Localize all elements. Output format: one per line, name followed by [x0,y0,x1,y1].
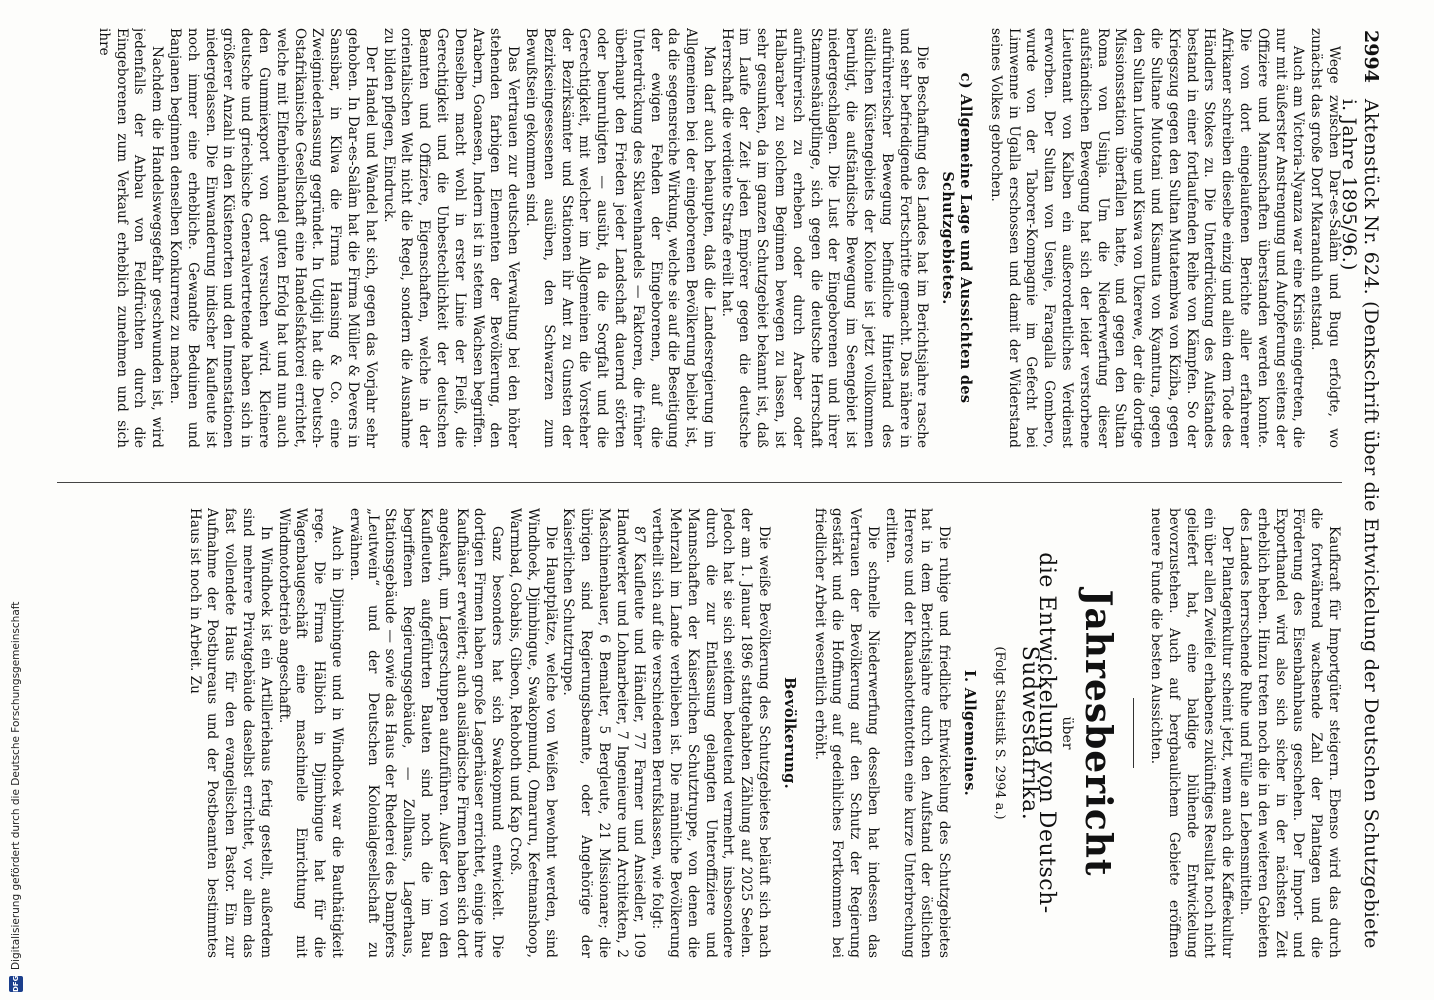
digitization-footer [0,0,24,1000]
paragraph: Kaufkraft für Importgüter steigern. Ebenso wird das durch die fortwährend wachsende Zahl der Plantagen und die Förderung des Eisenbahnbaus geschehen. Der Import- und Exporthandel wird also sich sicher in der nächsten Zeit erheblich heben. Hinzu treten noch die in den weiteren Gebieten des Landes herrschende Ruhe und Fülle an Lebensmitteln. [1237,508,1342,958]
paragraph: Auch am Victoria-Nyanza war eine Krisis eingetreten, die nur mit äußerster Anstrengung und Aufopferung seitens der Offiziere und Mannschaften überstanden werden konnte. Die von dort eingelaufenen Berichte aller erfahrener Afrikaner schreiben dieselbe einzig und allein dem Tode des Händlers Stokes zu. Die Unterdrückung des Aufstandes bestand in einer fortlaufenden Reihe von Kämpfen. So der Kriegszug gegen den Sultan Mutatembwa von Kiziba, gegen die Sultane Mutotani und Kisamuta von Kyamtura, gegen den Sultan Lutonge und Kiswa von Ukerewe, der die dortige Missionsstation überfallen hatte, und gegen den Sultan Roma von Usinja. Um die Niederwerfung dieser aufständischen Bewegung hat sich der leider verstorbene Lieutenant von Kalben ein außerordentliches Verdienst erworben. Der Sultan von Usenje, Faragalla Gombero, wurde von der Taborer-Kompagnie im Gefecht bei Limwenne in Ugalla erschossen und damit der Widerstand seines Volkes gebrochen. [987,28,1307,448]
section-heading: c) Allgemeine Lage und Aussichten des Schutzgebietes. [939,72,975,404]
paragraph: Nachdem die Handelswegsgefahr geschwunden ist, wird jedenfalls der Anbau von Feldfrüchten durch die Eingeborenen zum Verkauf erheblich zunehmen und sich ihre [95,28,166,448]
separator-rule [1133,698,1134,768]
page-header [1338,30,1382,960]
paragraph: Ganz besonders hat sich Swakopmund entwickelt. Die dortigen Firmen haben große Lagerhäuser errichtet, einige ihre Kaufhäuser erweitert; auch ausländische Firmen haben sich dort angekauft, um Lagerschuppen aufzuführen. Außer den von den Kaufleuten aufgeführten Bauten sind noch die im Bau begriffenen Regierungsgebäude, — Zollhaus, Lagerhaus, Stationsgebäude — sowie das Haus der Rhederei des Dampfers „Leutwein“ und der Deutschen Kolonialgesellschaft zu erwähnen. [346,508,506,958]
page-number: 2994 [1360,30,1382,83]
section-heading: Bevölkerung. [780,677,798,789]
paragraph: Der Plantagenkultur scheint jetzt, wenn auch die Kaffeekultur ein über allen Zweifel erhabenes zukünftiges Resultat noch nicht geliefert hat, eine baldige blühende Entwickelung bevorzustehen. Auch auf bergbaulichem Gebiete eröffnen neuere Funde die besten Aussichten. [1148,508,1236,958]
paragraph: Die ruhige und friedliche Entwickelung des Schutzgebietes hat in dem Berichtsjahre durch den Aufstand der östlichen Hereros und der Khauashottentotten eine kurze Unterbrechung erlitten. [882,508,953,958]
paragraph: Der Handel und Wandel hat sich, gegen das Vorjahr sehr gehoben. In Dar-es-Salâm hat die Firma Müller & Devers in Sansibar, in Kilwa die Firma Hansing & Co. eine Zweigniederlassung gegründet. In Udjidji hat die Deutsch-Ostafrikanische Gesellschaft eine Handelsfaktorei errichtet, welche mit Elfenbeinhandel guten Erfolg hat und nun auch den Gummiexport von dort versuchen wird. Kleinere deutsche und griechische Generalvertretende haben sich in größerer Anzahl in den Küstenorten und den Innenstationen niedergelassen. Die Einwanderung indischer Kaufleute ist noch immer eine erhebliche. Gewandte Beduinen und Banjanen beginnen denselben Konkurrenz zu machen. [167,28,379,448]
paragraph: Die schnelle Niederwerfung desselben hat indessen das Vertrauen der Bevölkerung auf den Schutz der Regierung gestärkt und die Hoffnung auf gedeihliches Fortkommen bei friedlicher Arbeit wesentlich erhöht. [811,508,882,958]
paragraph: Die Beschaffung des Landes hat im Berichtsjahre rasche und sehr befriedigende Fortschritte gemacht. Das nähere in aufrührerischer Bewegung befindliche Hinterland des südlichen Küstengebiets der Kolonie ist jetzt vollkommen beruhigt, die aufständische Bewegung im Seengebiet ist niedergeschlagen. Die Lust der Eingeborenen und ihrer Stammeshäuptlinge, sich gegen die deutsche Herrschaft aufrührerisch zu erheben oder durch Araber oder Halbaraber zu solchem Beginnen bewegen zu lassen, ist sehr gesunken, da im ganzen Schutzgebiet bekannt ist, daß im Laufe der Zeit jeden Empörer gegen die deutsche Herrschaft die verdiente Strafe ereilt hat. [718,28,931,448]
column-divider [57,482,1342,483]
right-column [52,508,1342,958]
report-title-over: über [1059,716,1076,750]
section-heading: I. Allgemeines. [961,669,979,797]
statistics-note: (Folgt Statistik S. 2994 a.) [991,646,1007,820]
paragraph: 87 Kaufleute und Händler, 77 Farmer und Ansiedler, 109 Handwerker und Lohnarbeiter, 7 Ingenieure und Architekten, 2 Maschinenbauer, 6 Bemalter, 5 Bergleute, 21 Missionare; die übrigen sind Regierungsbeamte, oder Angehörige der Kaiserlichen Schutztruppe. [560,508,648,958]
report-title: Jahresbericht [1077,589,1120,877]
dfg-logo-icon: DFG [9,976,23,992]
report-subtitle: die Entwickelung von Deutsch-Südwestafrika. [1016,552,1060,914]
paragraph: Man darf auch behaupten, daß die Landesregierung im Allgemeinen bei der eingeborenen Bevölkerung beliebt ist, da die segensreiche Wirkung, welche sie auf die Beseitigung der ewigen Fehden der Eingeborenen, auf die Unterdrückung des Sklavenhandels — Faktoren, die früher überhaupt den Frieden jeder Landschaft dauernd störten oder beunruhigten — ausübt, da die Sorgfalt und die Gerechtigkeit, mit welcher im Allgemeinen die Vorsteher der Bezirksämter und Stationen ihr Amt zu Gunsten der Bezirkseingesessenen ausüben, den Schwarzen zum Bewußtsein gekommen sind. [522,28,717,448]
paragraph: In Windhoek ist ein Artilleriehaus fertig gestellt, außerdem sind mehrere Privatgebäude daselbst errichtet, vor allem das fast vollendete Haus für den evangelischen Pastor. Ein zur Aufnahme der Postbureaus und der Postbeamten bestimmtes Haus ist noch in Arbeit. Zu [186,508,274,958]
page-title: Aktenstück Nr. 624. (Denkschrift über die Entwickelung der Deutschen Schutzgebiete i. Jahre 1895/96.) [1338,98,1382,949]
paragraph: Die weiße Bevölkerung des Schutzgebietes beläuft sich nach der am 1. Januar 1896 stattgehabten Zählung auf 2025 Seelen. Jedoch hat sie sich seitdem bedeutend vermehrt, insbesondere durch die zur Entlassung gelangten Unteroffiziere und Mannschaften der Kaiserlichen Schutztruppe, von denen die Mehrzahl im Lande verblieben ist. Die männliche Bevölkerung vertheilt sich auf die verschiedenen Berufsklassen, wie folgt: [649,508,773,958]
paragraph: Die Hauptplätze, welche von Weißen bewohnt werden, sind Windhoek, Djimbingue, Swakopmund, Omaruru, Keetmanshoop, Warmbad, Gobabis, Gibeon, Rehoboth und Kap Croß. [506,508,559,958]
paragraph: Wege zwischen Dar-es-Salâm und Bugu erfolgte, wo zunächst das große Dorf Mkaranduh entstand. [1308,28,1342,448]
paragraph: Auch in Djimbingue und in Windhoek war die Bauthätigkeit rege. Die Firma Hälbich in Djimbingue hat für die Wagenbaugeschäft eine maschinelle Einrichtung mit Windmotorbetrieb angeschafft. [275,508,345,958]
left-column [52,28,1342,448]
paragraph: Das Vertrauen zur deutschen Verwaltung bei den höher stehenden farbigen Elementen der Bevölkerung, den Arabern, Goanesen, Indern ist in stetem Wachsen begriffen. Denselben macht wohl in erster Linie der Fleiß, die Gerechtigkeit und die Unbestechlichkeit der deutschen Beamten und Offiziere, Eigenschaften, welche in der orientalischen Welt nicht die Regel, sondern die Ausnahme zu bilden pflegen, Eindruck. [380,28,522,448]
footer-text: Digitalisierung gefördert durch die Deutsche Forschungsgemeinschaft [10,601,22,970]
